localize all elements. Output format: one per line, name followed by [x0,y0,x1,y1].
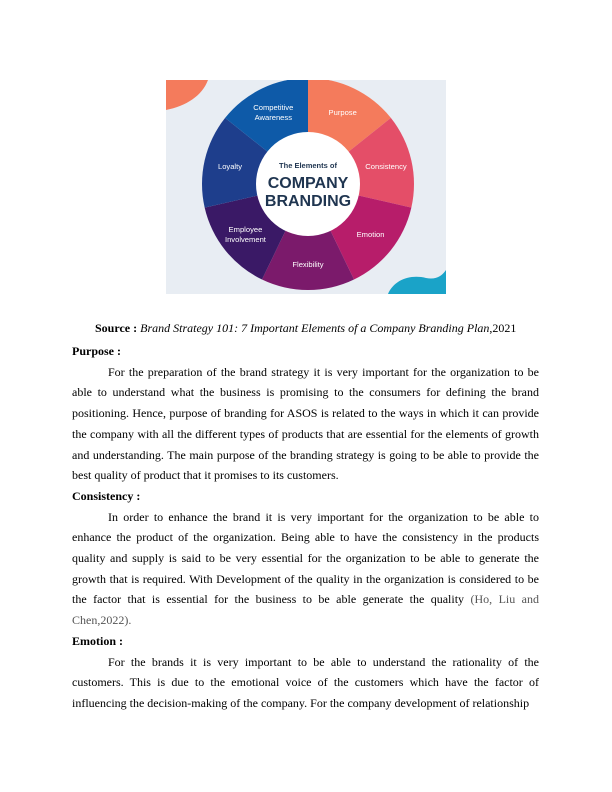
figure-caption [95,320,575,336]
wheel-segment-label: Flexibility [292,260,324,269]
caption-title: Brand Strategy 101: 7 Important Elements of a Company Branding Plan [140,321,490,335]
section-heading-consistency: Consistency : [72,488,141,503]
wheel-segment-label: Consistency [365,162,407,172]
paragraph-text: For the brands it is very important to be able to understand the rationality of the customers. This is due to the emotional voice of the customers which have the factor of influencing the decision-making of the company. For the company development of relationship [72,654,539,710]
paragraph-text: For the preparation of the brand strategy it is very important for the organization to be able to understand what the business is promising to the consumers for defining the brand positioning. Hence, purpose of branding for ASOS is related to the ways in which it can provide the company with all the different types of products that are essential for the elements of growth and understanding. The main purpose of the branding strategy is going to be able to provide the best quality of product that it promises to its customers. [72,364,539,483]
section-heading-emotion: Emotion : [72,633,123,648]
citation: (Ho, Liu and Chen,2022). [72,592,539,628]
center-text-line2: COMPANY [267,175,349,192]
section-heading-purpose: Purpose : [72,344,121,358]
section-paragraph-purpose [72,362,539,486]
wheel-segment-label: Involvement [224,234,266,244]
section-paragraph-consistency [72,507,539,631]
wheel-segment-label: Employee [228,224,263,234]
branding-wheel-diagram [166,80,446,294]
body-text [72,341,539,714]
caption-label: Source : [95,321,138,335]
branding-elements-figure [166,80,446,294]
wheel-segment-label: Purpose [328,107,357,117]
center-text-line3: BRANDING [264,193,352,210]
paragraph-text: In order to enhance the brand it is very important for the organization to be able to enhance the product of the organization. Being able to have the consistency in the products quality and supply is said to be very essential for the organization to be able to generate the growth that is required. With Development of the quality in the organization is considered to be the factor that is essential for the business to be able generate the quality [72,509,539,607]
wheel-segment-label: Loyalty [217,162,243,172]
center-text-line1: The Elements of [279,161,337,170]
wheel-segment-label: Competitive [253,102,294,112]
caption-year: ,2021 [489,321,517,335]
section-paragraph-emotion [72,652,539,714]
wheel-segment-label: Awareness [254,112,293,122]
wheel-segment-label: Emotion [356,229,385,239]
